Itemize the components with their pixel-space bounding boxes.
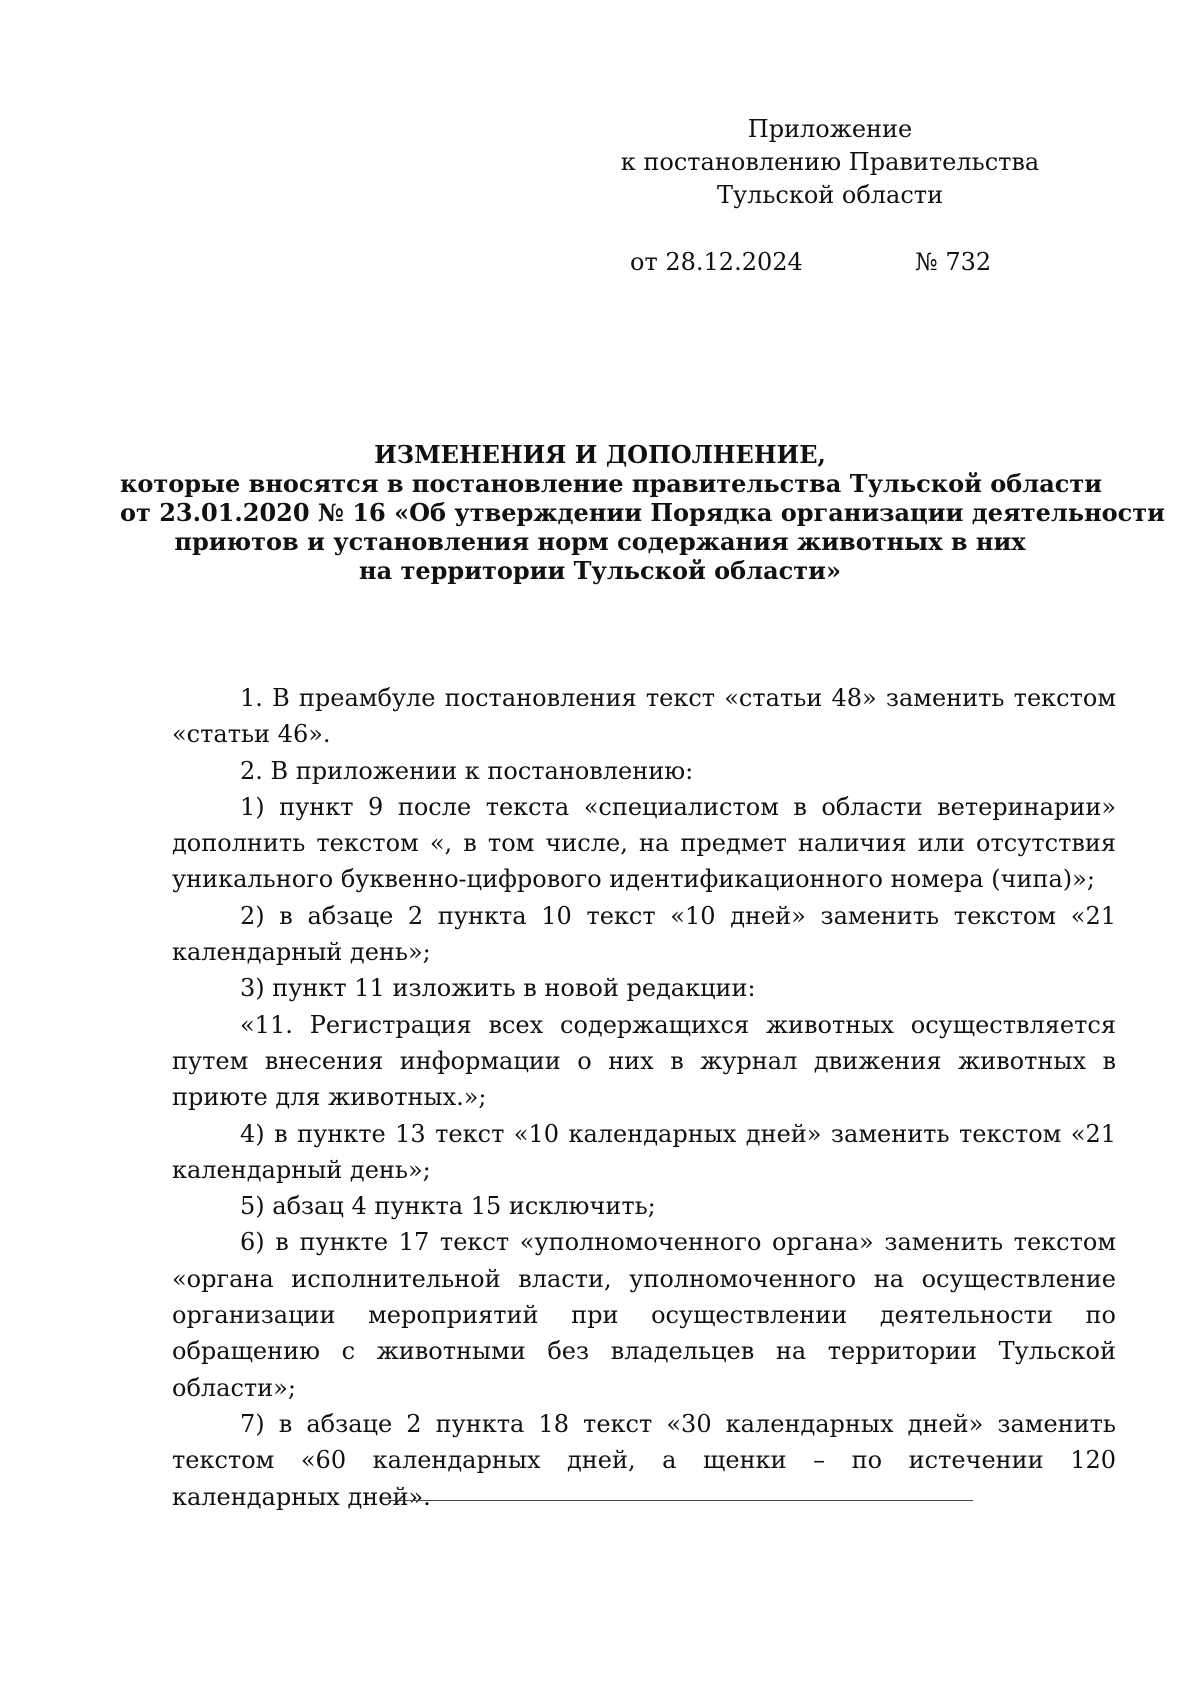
title-line: ИЗМЕНЕНИЯ И ДОПОЛНЕНИЕ, [374, 440, 826, 469]
paragraph-2-item-3-quote: «11. Регистрация всех содержащихся животных осуществляется путем внесения информации о них в журнал движения животных в приюте для животных.»; [172, 1010, 1116, 1112]
resolution-date: от 28.12.2024 [630, 248, 803, 276]
title-line: которые вносятся в постановление правительства Тульской области [120, 469, 1103, 498]
closing-divider [388, 1500, 973, 1501]
appendix-line: Тульской области [716, 181, 944, 209]
appendix-line: Приложение [747, 115, 913, 143]
paragraph-1: 1. В преамбуле постановления текст «статьи 48» заменить текстом «статьи 46». [172, 684, 1116, 749]
appendix-header [600, 113, 1060, 212]
paragraph-2-item-7: 7) в абзаце 2 пункта 18 текст «30 календарных дней» заменить текстом «60 календарных дней, а щенки – по истечении 120 календарных дней». [172, 1409, 1116, 1511]
document-body [172, 680, 1116, 1515]
paragraph-2-item-3: 3) пункт 11 изложить в новой редакции: [240, 974, 756, 1003]
title-line: от 23.01.2020 № 16 «Об утверждении Порядка организации деятельности [120, 498, 1165, 527]
document-title [120, 440, 1165, 585]
resolution-number: № 732 [915, 248, 992, 276]
paragraph-2: 2. В приложении к постановлению: [240, 756, 694, 785]
paragraph-2-item-2: 2) в абзаце 2 пункта 10 текст «10 дней» заменить текстом «21 календарный день»; [172, 901, 1116, 967]
paragraph-2-item-5: 5) абзац 4 пункта 15 исключить; [240, 1192, 656, 1221]
paragraph-2-item-1: 1) пункт 9 после текста «специалистом в области ветеринарии» дополнить текстом «, в том числе, на предмет наличия или отсутствия уникального буквенно-цифрового идентификационного номера (чипа)»; [172, 792, 1116, 894]
paragraph-2-item-6: 6) в пункте 17 текст «уполномоченного органа» заменить текстом «органа исполнительной власти, уполномоченного на осуществление организации мероприятий при осуществлении деятельности по обращению с животными без владельцев на территории Тульской области»; [172, 1228, 1116, 1402]
appendix-line: к постановлению Правительства [620, 148, 1040, 176]
paragraph-2-item-4: 4) в пункте 13 текст «10 календарных дней» заменить текстом «21 календарный день»; [172, 1119, 1116, 1184]
title-line: на территории Тульской области» [359, 556, 841, 585]
title-line: приютов и установления норм содержания животных в них [174, 527, 1026, 556]
